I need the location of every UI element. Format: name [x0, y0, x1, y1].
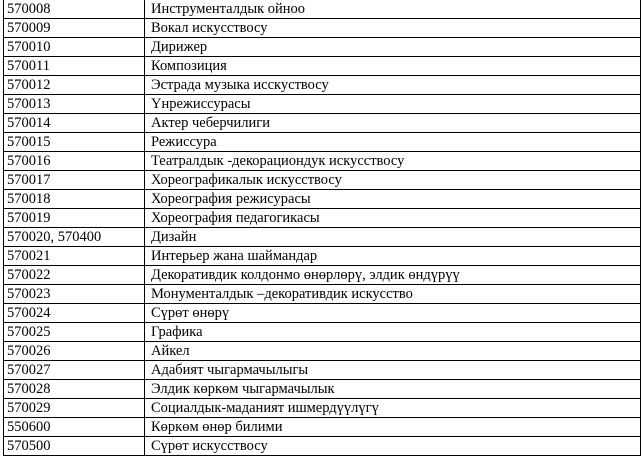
code-cell: 570025 — [4, 323, 145, 342]
code-cell: 570017 — [4, 171, 145, 190]
code-cell: 570020, 570400 — [4, 228, 145, 247]
name-cell: Үнрежиссурасы — [145, 95, 641, 114]
table-row — [4, 152, 641, 171]
name-cell: Хореография режисурасы — [145, 190, 641, 209]
name-cell: Композиция — [145, 57, 641, 76]
table-row — [4, 418, 641, 437]
table-row — [4, 399, 641, 418]
table-row — [4, 342, 641, 361]
table-row — [4, 19, 641, 38]
table-row — [4, 95, 641, 114]
table-row — [4, 57, 641, 76]
table-row — [4, 304, 641, 323]
specialty-table — [3, 0, 641, 456]
name-cell: Вокал искусствосу — [145, 19, 641, 38]
table-row — [4, 171, 641, 190]
name-cell: Режиссура — [145, 133, 641, 152]
name-cell: Театралдык -декорациондук искусствосу — [145, 152, 641, 171]
name-cell: Декоративдик колдонмо өнөрлөрү, элдик өндүрүү — [145, 266, 641, 285]
name-cell: Хореографикалык искусствосу — [145, 171, 641, 190]
code-cell: 570029 — [4, 399, 145, 418]
code-cell: 570028 — [4, 380, 145, 399]
name-cell: Актер чеберчилиги — [145, 114, 641, 133]
code-cell: 570015 — [4, 133, 145, 152]
code-cell: 570021 — [4, 247, 145, 266]
code-cell: 570009 — [4, 19, 145, 38]
name-cell: Хореография педагогикасы — [145, 209, 641, 228]
name-cell: Сүрөт искусствосу — [145, 437, 641, 456]
code-cell: 570024 — [4, 304, 145, 323]
name-cell: Инструменталдык ойноо — [145, 0, 641, 19]
name-cell: Адабият чыгармачылыгы — [145, 361, 641, 380]
code-cell: 570010 — [4, 38, 145, 57]
name-cell: Көркөм өнөр билими — [145, 418, 641, 437]
code-cell: 570019 — [4, 209, 145, 228]
table-row — [4, 266, 641, 285]
specialty-table-body — [4, 0, 641, 456]
table-row — [4, 285, 641, 304]
table-row — [4, 380, 641, 399]
table-row — [4, 323, 641, 342]
table-row — [4, 0, 641, 19]
code-cell: 570022 — [4, 266, 145, 285]
code-cell: 570023 — [4, 285, 145, 304]
table-row — [4, 190, 641, 209]
name-cell: Сүрөт өнөрү — [145, 304, 641, 323]
code-cell: 550600 — [4, 418, 145, 437]
code-cell: 570500 — [4, 437, 145, 456]
code-cell: 570012 — [4, 76, 145, 95]
code-cell: 570011 — [4, 57, 145, 76]
name-cell: Социалдык-маданият ишмердүүлүгү — [145, 399, 641, 418]
code-cell: 570016 — [4, 152, 145, 171]
table-row — [4, 76, 641, 95]
name-cell: Дирижер — [145, 38, 641, 57]
table-row — [4, 133, 641, 152]
table-row — [4, 361, 641, 380]
table-row — [4, 209, 641, 228]
code-cell: 570018 — [4, 190, 145, 209]
table-row — [4, 228, 641, 247]
name-cell: Интерьер жана шаймандар — [145, 247, 641, 266]
name-cell: Айкел — [145, 342, 641, 361]
code-cell: 570008 — [4, 0, 145, 19]
table-row — [4, 114, 641, 133]
table-row — [4, 437, 641, 456]
name-cell: Дизайн — [145, 228, 641, 247]
name-cell: Эстрада музыка исскуствосу — [145, 76, 641, 95]
name-cell: Монументалдык –декоративдик искусство — [145, 285, 641, 304]
code-cell: 570013 — [4, 95, 145, 114]
code-cell: 570026 — [4, 342, 145, 361]
name-cell: Элдик көркөм чыгармачылык — [145, 380, 641, 399]
code-cell: 570027 — [4, 361, 145, 380]
code-cell: 570014 — [4, 114, 145, 133]
table-row — [4, 38, 641, 57]
table-row — [4, 247, 641, 266]
name-cell: Графика — [145, 323, 641, 342]
